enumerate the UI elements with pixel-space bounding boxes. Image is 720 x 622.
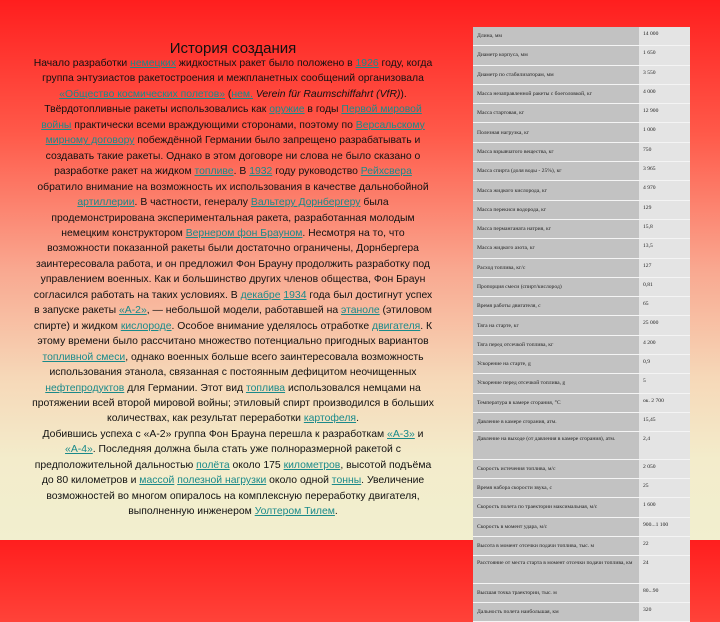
table-row	[473, 142, 690, 161]
spec-label: Масса жидкого азота, кг	[473, 239, 639, 258]
spec-value: 1 000	[639, 123, 690, 142]
spec-value: 2,4	[639, 432, 690, 460]
table-row	[473, 181, 690, 200]
spec-value: 900...1 100	[639, 517, 690, 536]
spec-label: Давление в камере сгорания, атм.	[473, 412, 639, 431]
spec-label: Ускорение перед отсечкой топлива, g	[473, 374, 639, 393]
table-row	[473, 412, 690, 431]
spec-label: Пропорция смеси (спирт/кислород)	[473, 277, 639, 296]
text-segment: практически всеми враждующими сторонами, поэтому по	[71, 119, 356, 131]
wiki-link[interactable]: массой	[139, 475, 175, 487]
spec-label: Время работы двигателя, с	[473, 297, 639, 316]
wiki-link[interactable]: топливной смеси	[42, 351, 126, 363]
wiki-link[interactable]: 1926	[355, 58, 379, 69]
text-segment: году, когда группа энтузиастов ракетостроения и межпланетных сообщений организовала	[42, 58, 433, 85]
wiki-link[interactable]: полёта	[196, 459, 230, 471]
text-segment: около одной	[266, 475, 332, 487]
text-segment: в годы	[304, 104, 342, 116]
spec-value: 80...90	[639, 583, 690, 602]
spec-label: Скорость в момент удара, м/с	[473, 517, 639, 536]
table-row	[473, 459, 690, 478]
spec-label: Время набора скорости звука, с	[473, 479, 639, 498]
wiki-link[interactable]: 1932	[249, 166, 273, 178]
text-segment: использовался немцами на протяжении всей второй мировой войны; этиловый спирт производился в больших количествах, как результат переработки	[32, 382, 434, 425]
text-segment: побеждённой Германии было запрещено разрабатывать и создавать такие ракеты. Однако в этом договоре ни слова не было сказано о разработке ракет на жидком	[45, 135, 421, 178]
wiki-link[interactable]: полезной нагрузки	[177, 475, 267, 487]
wiki-link[interactable]: «А-3»	[387, 428, 415, 440]
spec-value: 5	[639, 374, 690, 393]
wiki-link[interactable]: топливе	[194, 166, 234, 178]
spec-label: Давление на выходе (от давления в камере сгорания), атм.	[473, 432, 639, 460]
text-segment: и	[414, 428, 424, 440]
text-segment: , — небольшой модели, работавшей на	[146, 305, 342, 317]
spec-label: Температура в камере сгорания, °C	[473, 393, 639, 412]
spec-label: Высота в момент отсечки подачи топлива, тыс. м	[473, 536, 639, 555]
wiki-link[interactable]: артиллерии	[77, 197, 135, 209]
text-segment: . Особое внимание уделялось отработке	[171, 320, 372, 332]
table-row	[473, 536, 690, 555]
spec-label: Масса перманганата натрия, кг	[473, 219, 639, 238]
text-segment: .	[356, 413, 359, 425]
table-row	[473, 162, 690, 181]
spec-label: Масса взрывчатого вещества, кг	[473, 142, 639, 161]
spec-label: Расход топлива, кг/с	[473, 258, 639, 277]
spec-label: Ускорение на старте, g	[473, 355, 639, 374]
wiki-link[interactable]: нем.	[231, 88, 253, 100]
text-segment: .	[334, 506, 338, 518]
text-segment: . Последняя должна была стать уже полноразмерной ракетой с предположительной дальностью	[34, 444, 401, 471]
spec-value: 750	[639, 142, 690, 161]
wiki-link[interactable]: «А-2»	[119, 305, 147, 317]
spec-value: 12 900	[639, 104, 690, 123]
spec-label: Тяга перед отсечкой топлива, кг	[473, 335, 639, 354]
spec-value: ок. 2 700	[639, 393, 690, 412]
text-segment: , высотой подъёма до 80 километров и	[41, 459, 432, 487]
text-segment: , однако военных больше всего заинтересовала возможность использования этанола, связанная с постоянным дефицитом неочищенных	[49, 351, 424, 379]
table-row	[473, 556, 690, 584]
spec-value: 15,8	[639, 219, 690, 238]
spec-value: 3 550	[639, 65, 690, 84]
text-segment: года был достигнут успех в запуске ракеты	[34, 289, 433, 317]
text-segment: . Увеличение возможностей во многом опиралось на комплексную переработку двигателя, выполненную инженером	[46, 475, 425, 518]
wiki-link[interactable]: километров	[283, 459, 341, 471]
spec-label: Масса незаправленной ракеты с боеголовкой, кг	[473, 84, 639, 103]
table-row	[473, 393, 690, 412]
spec-label: Масса жидкого кислорода, кг	[473, 181, 639, 200]
text-segment: для Германии. Этот вид	[124, 382, 246, 394]
text-segment: . В	[233, 166, 250, 178]
wiki-link[interactable]: топлива	[245, 382, 286, 394]
table-row	[473, 297, 690, 316]
wiki-link[interactable]: Уолтером Тилем	[254, 506, 335, 518]
spec-value: 25	[639, 479, 690, 498]
wiki-link[interactable]: немецких	[130, 58, 177, 69]
text-segment: ). Твёрдотопливные ракеты использовались как	[44, 88, 407, 116]
table-row	[473, 603, 690, 622]
table-row	[473, 84, 690, 103]
spec-value: 65	[639, 297, 690, 316]
spec-value: 4 000	[639, 84, 690, 103]
wiki-link[interactable]: Рейхсвера	[360, 166, 412, 178]
wiki-link[interactable]: нефтепродуктов	[45, 382, 125, 394]
table-row	[473, 65, 690, 84]
table-row	[473, 517, 690, 536]
table-row	[473, 498, 690, 517]
table-row	[473, 277, 690, 296]
wiki-link[interactable]: оружие	[269, 104, 305, 116]
spec-label: Дальность полета наибольшая, км	[473, 603, 639, 622]
spec-label: Масса спирта (доля воды - 25%), кг	[473, 162, 639, 181]
spec-value: 14 000	[639, 27, 690, 46]
table-row	[473, 27, 690, 46]
wiki-link[interactable]: Версальскому мирному договору	[45, 119, 425, 147]
wiki-link[interactable]: 1934	[283, 289, 307, 301]
spec-value: 15,45	[639, 412, 690, 431]
text-segment: Начало разработки	[33, 58, 131, 69]
spec-value: 4 970	[639, 181, 690, 200]
text-segment: Добившись успеха с «А-2» группа Фон Брауна перешла к разработкам	[42, 428, 388, 440]
spec-value: 3 965	[639, 162, 690, 181]
table-row	[473, 479, 690, 498]
spec-label: Расстояние от места старта в момент отсечки подачи топлива, км	[473, 556, 639, 584]
wiki-link[interactable]: «А-4»	[65, 444, 93, 456]
wiki-link[interactable]: декабре	[240, 289, 281, 301]
spec-value: 4 200	[639, 335, 690, 354]
table-row	[473, 104, 690, 123]
table-row	[473, 432, 690, 460]
spec-label: Скорость полета по траектории максимальная, м/с	[473, 498, 639, 517]
wiki-link[interactable]: Вальтеру Дорнбергеру	[250, 197, 361, 209]
spec-label: Масса перекиси водорода, кг	[473, 200, 639, 219]
text-segment: около 175	[229, 459, 284, 471]
table-row	[473, 46, 690, 65]
wiki-link[interactable]: Вернером фон Брауном	[185, 227, 303, 239]
text-segment: году руководство	[272, 166, 361, 178]
table-row	[473, 200, 690, 219]
wiki-link[interactable]: Первой мировой войны	[41, 104, 422, 131]
table-row	[473, 583, 690, 602]
spec-label: Диаметр корпуса, мм	[473, 46, 639, 65]
table-row	[473, 316, 690, 335]
spec-value: 129	[639, 200, 690, 219]
spec-value: 1 600	[639, 498, 690, 517]
wiki-link[interactable]: кислороде	[120, 320, 172, 332]
wiki-link[interactable]: картофеля	[303, 413, 357, 425]
wiki-link[interactable]: тонны	[331, 475, 362, 487]
text-segment: жидкостных ракет было положено в	[176, 58, 356, 69]
spec-value: 320	[639, 603, 690, 622]
spec-value: 25 000	[639, 316, 690, 335]
wiki-link[interactable]: «Общество космических полетов»	[59, 88, 226, 100]
table-row	[473, 123, 690, 142]
spec-label: Высшая точка траектории, тыс. м	[473, 583, 639, 602]
spec-label: Длина, мм	[473, 27, 639, 46]
text-segment: Verein für Raumschiffahrt (VfR)	[255, 88, 401, 100]
table-row	[473, 219, 690, 238]
text-segment: обратило внимание на возможность их использования в качестве дальнобойной	[37, 181, 429, 193]
spec-value: 24	[639, 556, 690, 584]
spec-value: 1 650	[639, 46, 690, 65]
table-row	[473, 258, 690, 277]
history-text	[30, 56, 436, 520]
spec-label: Диаметр по стабилизаторам, мм	[473, 65, 639, 84]
spec-label: Тяга на старте, кг	[473, 316, 639, 335]
spec-value: 22	[639, 536, 690, 555]
spec-value: 13,5	[639, 239, 690, 258]
text-segment: . В частности, генералу	[134, 197, 251, 209]
specs-table	[473, 27, 690, 622]
table-row	[473, 355, 690, 374]
spec-value: 2 050	[639, 459, 690, 478]
text-segment: (этиловом спирте) и жидком	[33, 305, 432, 332]
wiki-link[interactable]: двигателя	[372, 320, 421, 332]
table-row	[473, 374, 690, 393]
text-segment: (	[225, 88, 232, 100]
spec-label: Скорость истечения топлива, м/с	[473, 459, 639, 478]
table-row	[473, 239, 690, 258]
page-title: История создания	[169, 40, 297, 57]
spec-label: Масса стартовая, кг	[473, 104, 639, 123]
spec-value: 0,9	[639, 355, 690, 374]
wiki-link[interactable]: этаноле	[341, 305, 380, 317]
text-segment: была продемонстрирована экспериментальная ракета, разработанная молодым немецким конструктором	[51, 197, 415, 239]
spec-value: 127	[639, 258, 690, 277]
text-segment: . К этому времени было рассчитано множество потенциально пригодных вариантов	[37, 320, 433, 348]
text-segment: . Несмотря на то, что возможности показанной ракеты были достаточно ограничены, Дорнбергера заинтересовала работа, и он предложил Фон Брауну продолжить разработку под управлением военных. Как и большинство других членов общества, Фон Браун согласился работать на таких условиях. В	[33, 227, 430, 301]
spec-value: 0,81	[639, 277, 690, 296]
spec-label: Полезная нагрузка, кг	[473, 123, 639, 142]
table-row	[473, 335, 690, 354]
